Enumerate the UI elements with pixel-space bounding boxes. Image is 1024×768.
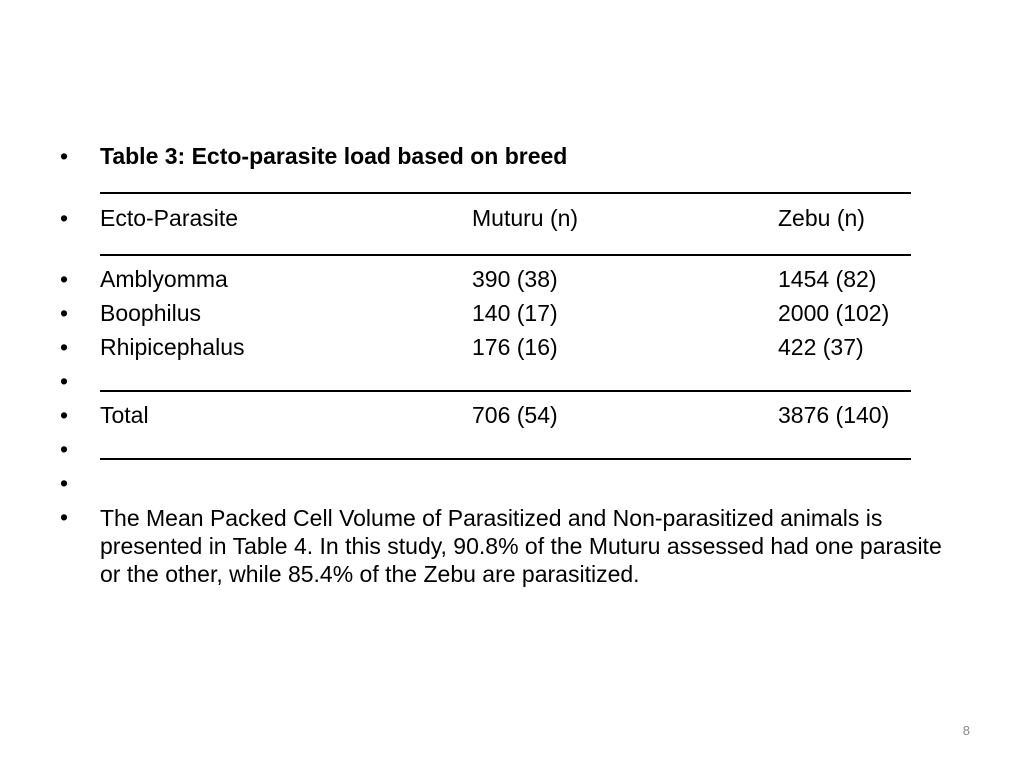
bullet: • [60, 436, 69, 462]
table-title-row [0, 141, 1024, 171]
cell-muturu: 140 (17) [472, 300, 558, 326]
bullet: • [60, 368, 69, 394]
cell-parasite: Boophilus [100, 300, 202, 326]
empty-bullet-row [0, 468, 1024, 498]
cell-parasite: Rhipicephalus [100, 334, 245, 360]
header-zebu: Zebu (n) [778, 205, 865, 231]
bullet: • [60, 266, 69, 292]
table-row [0, 298, 1024, 328]
table-rule-header [100, 254, 911, 256]
table-rule-top [100, 192, 911, 194]
bullet: • [60, 143, 69, 169]
table-header-row [0, 203, 1024, 233]
table-row [0, 332, 1024, 362]
cell-zebu: 422 (37) [778, 334, 864, 360]
total-muturu: 706 (54) [472, 402, 558, 428]
cell-parasite: Amblyomma [100, 266, 228, 292]
bullet: • [60, 300, 69, 326]
bullet: • [60, 402, 69, 428]
cell-zebu: 2000 (102) [778, 300, 890, 326]
bullet: • [60, 470, 69, 496]
bullet: • [60, 205, 69, 231]
table-total-row [0, 400, 1024, 430]
total-label: Total [100, 402, 149, 428]
header-ecto-parasite: Ecto-Parasite [100, 205, 239, 231]
total-zebu: 3876 (140) [778, 402, 890, 428]
cell-muturu: 390 (38) [472, 266, 558, 292]
header-muturu: Muturu (n) [472, 205, 579, 231]
table-title: Table 3: Ecto-parasite load based on breed [100, 143, 568, 169]
bullet: • [60, 504, 69, 530]
table-row [0, 264, 1024, 294]
table-rule-total [100, 390, 911, 392]
body-paragraph: The Mean Packed Cell Volume of Parasitized and Non-parasitized animals is presented in Table 4. In this study, 90.8% of the Muturu assessed had one parasite or the other, while 85.4% of the Zebu are parasitized. [100, 505, 942, 587]
cell-muturu: 176 (16) [472, 334, 558, 360]
bullet: • [60, 334, 69, 360]
cell-zebu: 1454 (82) [778, 266, 877, 292]
table-rule-bottom [100, 458, 911, 460]
page-number: 8 [962, 723, 970, 738]
